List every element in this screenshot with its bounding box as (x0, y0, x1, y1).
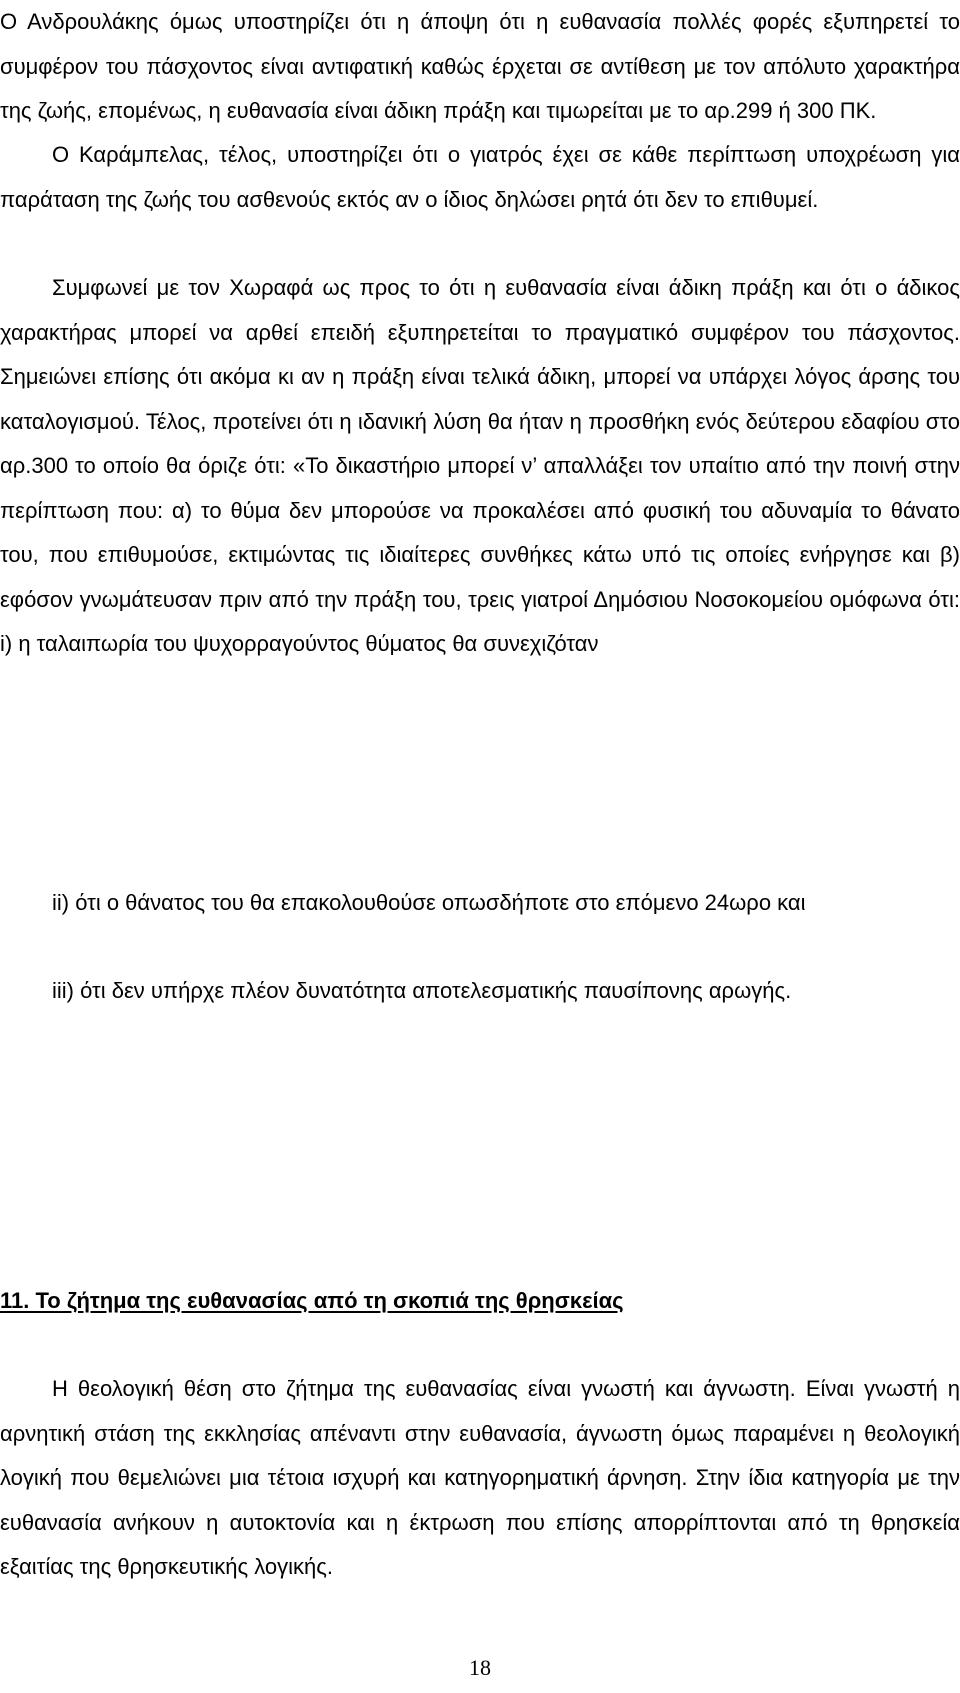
paragraph-condition-ii: ii) ότι ο θάνατος του θα επακολουθούσε οπωσδήποτε στο επόμενο 24ωρο και (52, 890, 806, 915)
paragraph-condition-iii: iii) ότι δεν υπήρχε πλέον δυνατότητα αποτελεσματικής παυσίπονης αρωγής. (52, 978, 792, 1003)
paragraph-theological-position: Η θεολογική θέση στο ζήτημα της ευθανασίας είναι γνωστή και άγνωστη. Είναι γνωστή η αρνητική στάση της εκκλησίας απέναντι στην ευθανασία, άγνωστη όμως παραμένει η θεολογική λογική που θεμελιώνει μια τέτοια ισχυρή και κατηγορηματική άρνηση. Στην ίδια κατηγορία με την ευθανασία ανήκουν η αυτοκτονία και η έκτρωση που επίσης απορρίπτονται από τη θρησκεία εξαιτίας της θρησκευτικής λογικής. (0, 1376, 960, 1579)
section-heading-religion: 11. Το ζήτημα της ευθανασίας από τη σκοπιά της θρησκείας (0, 1288, 624, 1313)
paragraph-androulakis: Ο Ανδρουλάκης όμως υποστηρίζει ότι η άποψη ότι η ευθανασία πολλές φορές εξυπηρετεί το συμφέρον του πάσχοντος είναι αντιφατική καθώς έρχεται σε αντίθεση με τον απόλυτο χαρακτήρα της ζωής, επομένως, η ευθανασία είναι άδικη πράξη και τιμωρείται με το αρ.299 ή 300 ΠΚ. (0, 9, 960, 123)
page-number: 18 (469, 1655, 491, 1680)
paragraph-agreement-chorafas: Συμφωνεί με τον Χωραφά ως προς το ότι η ευθανασία είναι άδικη πράξη και ότι ο άδικος χαρακτήρας μπορεί να αρθεί επειδή εξυπηρετείται το πραγματικό συμφέρον του πάσχοντος. Σημειώνει επίσης ότι ακόμα κι αν η πράξη είναι τελικά άδικη, μπορεί να υπάρχει λόγος άρσης του καταλογισμού. Τέλος, προτείνει ότι η ιδανική λύση θα ήταν η προσθήκη ενός δεύτερου εδαφίου στο αρ.300 το οποίο θα όριζε ότι: «Το δικαστήριο μπορεί ν’ απαλλάξει τον υπαίτιο από την ποινή στην περίπτωση που: α) το θύμα δεν μπορούσε να προκαλέσει από φυσική του αδυναμία το θάνατο του, που επιθυμούσε, εκτιμώντας τις ιδιαίτερες συνθήκες κάτω υπό τις οποίες ενήργησε και β) εφόσον γνωμάτευσαν πριν από την πράξη του, τρεις γιατροί Δημόσιου Νοσοκομείου ομόφωνα ότι: i) η ταλαιπωρία του ψυχορραγούντος θύματος θα συνεχιζόταν (0, 275, 960, 656)
paragraph-karampelas: Ο Καράμπελας, τέλος, υποστηρίζει ότι ο γιατρός έχει σε κάθε περίπτωση υποχρέωση για παράταση της ζωής του ασθενούς εκτός αν ο ίδιος δηλώσει ρητά ότι δεν το επιθυμεί. (0, 142, 960, 212)
